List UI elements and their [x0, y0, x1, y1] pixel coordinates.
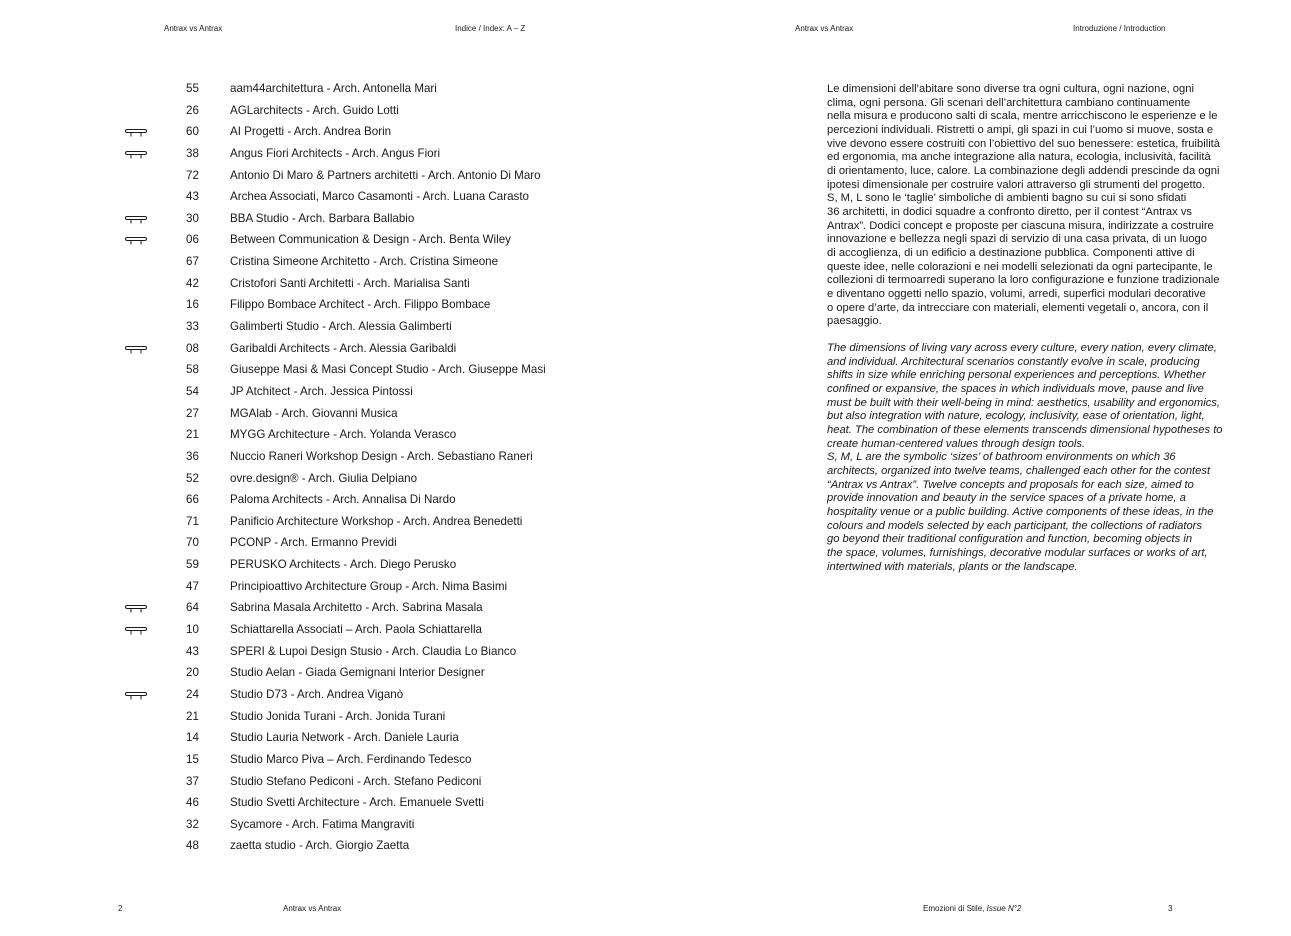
- index-architect-name: Galimberti Studio - Arch. Alessia Galimberti: [230, 320, 452, 334]
- running-header-section-left: Indice / Index: A – Z: [455, 24, 526, 33]
- index-page-number: 27: [186, 406, 199, 420]
- paragraph-line: collezioni di termoarredi superano la loro configurazione e funzione tradizionale: [827, 274, 1220, 287]
- index-architect-name: Filippo Bombace Architect - Arch. Filippo Bombace: [230, 298, 491, 312]
- index-page-number: 66: [186, 493, 199, 507]
- paragraph-line: S, M, L are the symbolic ‘sizes’ of bathroom environments on which 36: [827, 451, 1176, 464]
- index-page-number: 32: [186, 817, 199, 831]
- index-entry: [0, 147, 640, 169]
- index-page-number: 21: [186, 709, 199, 723]
- paragraph-line: create human-centered values through design tools.: [827, 437, 1086, 450]
- index-entry: [0, 472, 640, 494]
- page-number-right: 3: [1168, 904, 1173, 913]
- radiator-icon: [125, 237, 147, 245]
- index-architect-name: MGAlab - Arch. Giovanni Musica: [230, 406, 398, 420]
- paragraph-line: clima, ogni persona. Gli scenari dell’architettura cambiano continuamente: [827, 96, 1191, 109]
- radiator-icon: [125, 692, 147, 700]
- index-entry: [0, 818, 640, 840]
- paragraph-line: di orientamento, luce, calore. La combinazione degli addendi prescinde da ogni: [827, 164, 1220, 177]
- index-page-number: 06: [186, 233, 199, 247]
- index-architect-name: Studio Jonida Turani - Arch. Jonida Turani: [230, 709, 446, 723]
- index-page-number: 42: [186, 276, 199, 290]
- index-page-number: 26: [186, 103, 199, 117]
- index-entry: [0, 601, 640, 623]
- index-architect-name: PERUSKO Architects - Arch. Diego Perusko: [230, 558, 457, 572]
- paragraph-line: but also integration with nature, ecology, inclusivity, ease of orientation, light,: [827, 410, 1205, 423]
- index-entry: [0, 450, 640, 472]
- index-architect-name: Studio Stefano Pediconi - Arch. Stefano Pediconi: [230, 774, 482, 788]
- paragraph-line: percezioni individuali. Ristretti o ampi, gli spazi in cui l’uomo si muove, sosta e: [827, 123, 1214, 136]
- index-entry: [0, 731, 640, 753]
- index-entry: [0, 688, 640, 710]
- paragraph-line: queste idee, nelle colorazioni e nei modelli selezionati da ogni partecipante, le: [827, 260, 1213, 273]
- index-architect-name: Sabrina Masala Architetto - Arch. Sabrina Masala: [230, 601, 483, 615]
- index-architect-name: PCONP - Arch. Ermanno Previdi: [230, 536, 397, 550]
- index-architect-name: Studio D73 - Arch. Andrea Viganò: [230, 687, 404, 701]
- radiator-icon: [125, 216, 147, 224]
- paragraph-line: o opere d’arte, da intrecciare con materiali, elementi vegetali o, ancora, con il: [827, 301, 1209, 314]
- paragraph-line: the space, volumes, furnishings, decorative modular surfaces or works of art,: [827, 546, 1208, 559]
- index-architect-name: AGLarchitects - Arch. Guido Lotti: [230, 103, 399, 117]
- paragraph-line: paesaggio.: [827, 315, 882, 328]
- index-entry: [0, 666, 640, 688]
- index-architect-name: Antonio Di Maro & Partners architetti - Arch. Antonio Di Maro: [230, 168, 541, 182]
- index-page-number: 72: [186, 168, 199, 182]
- index-entry: [0, 190, 640, 212]
- index-page-number: 15: [186, 752, 199, 766]
- index-entry: [0, 342, 640, 364]
- index-architect-name: Studio Lauria Network - Arch. Daniele Lauria: [230, 731, 459, 745]
- index-architect-name: AI Progetti - Arch. Andrea Borin: [230, 125, 392, 139]
- index-architect-name: Giuseppe Masi & Masi Concept Studio - Arch. Giuseppe Masi: [230, 363, 546, 377]
- index-entry: [0, 212, 640, 234]
- paragraph-line: 36 architetti, in dodici squadre a confronto diretto, per il contest “Antrax vs: [827, 205, 1193, 218]
- index-list: [0, 82, 640, 861]
- index-entry: [0, 233, 640, 255]
- paragraph-line: “Antrax vs Antrax”. Twelve concepts and proposals for each size, aimed to: [827, 478, 1194, 491]
- index-architect-name: Panificio Architecture Workshop - Arch. Andrea Benedetti: [230, 514, 523, 528]
- paragraph-line: intertwined with materials, plants or the landscape.: [827, 560, 1078, 573]
- issue-number: Issue N°2: [986, 904, 1022, 913]
- index-architect-name: Archea Associati, Marco Casamonti - Arch. Luana Carasto: [230, 190, 529, 204]
- index-entry: [0, 753, 640, 775]
- paragraph-line: confined or expansive, the spaces in which individuals move, pause and live: [827, 382, 1204, 395]
- index-page-number: 55: [186, 82, 199, 95]
- paragraph-line: heat. The combination of these elements transcends dimensional hypotheses to: [827, 423, 1223, 436]
- paragraph-line: vive devono essere costruiti con l’obiettivo del suo benessere: estetica, fruibilità: [827, 137, 1221, 150]
- index-entry: [0, 623, 640, 645]
- index-entry: [0, 645, 640, 667]
- paragraph-line: The dimensions of living vary across every culture, every nation, every climate,: [827, 342, 1217, 354]
- index-entry: [0, 493, 640, 515]
- index-page-number: 43: [186, 644, 199, 658]
- index-entry: [0, 796, 640, 818]
- index-page-number: 30: [186, 211, 199, 225]
- index-entry: [0, 839, 640, 861]
- index-architect-name: Cristofori Santi Architetti - Arch. Marialisa Santi: [230, 276, 470, 290]
- radiator-icon: [125, 627, 147, 635]
- index-entry: [0, 125, 640, 147]
- index-page-number: 43: [186, 190, 199, 204]
- index-page-number: 52: [186, 471, 199, 485]
- index-entry: [0, 536, 640, 558]
- index-page-number: 67: [186, 255, 199, 269]
- index-page-number: 70: [186, 536, 199, 550]
- index-architect-name: Studio Aelan - Giada Gemignani Interior Designer: [230, 666, 485, 680]
- index-page-number: 21: [186, 428, 199, 442]
- index-page-number: 08: [186, 341, 199, 355]
- index-page-number: 54: [186, 384, 199, 398]
- radiator-icon: [125, 346, 147, 354]
- index-entry: [0, 385, 640, 407]
- index-page-number: 37: [186, 774, 199, 788]
- index-entry: [0, 580, 640, 602]
- index-entry: [0, 407, 640, 429]
- index-architect-name: Paloma Architects - Arch. Annalisa Di Nardo: [230, 493, 456, 507]
- index-page-number: 36: [186, 449, 199, 463]
- index-entry: [0, 710, 640, 732]
- intro-english: [827, 342, 1272, 574]
- radiator-icon: [125, 129, 147, 137]
- index-page-number: 16: [186, 298, 199, 312]
- radiator-icon: [125, 605, 147, 613]
- page-number-left: 2: [118, 904, 123, 913]
- index-architect-name: aam44architettura - Arch. Antonella Mari: [230, 82, 437, 95]
- index-architect-name: Angus Fiori Architects - Arch. Angus Fiori: [230, 146, 441, 160]
- index-entry: [0, 363, 640, 385]
- paragraph-line: architects, organized into twelve teams, challenged each other for the contest: [827, 464, 1211, 477]
- paragraph-line: ed ergonomia, ma anche integrazione alla natura, ecologia, inclusività, facilità: [827, 151, 1211, 164]
- index-page-number: 48: [186, 839, 199, 853]
- index-page-number: 64: [186, 601, 199, 615]
- index-entry: [0, 82, 640, 104]
- running-header-title-left: Antrax vs Antrax: [164, 24, 223, 33]
- paragraph-line: nella misura e producono salti di scala, mentre arricchiscono le esperienze e le: [827, 110, 1218, 123]
- index-architect-name: Sycamore - Arch. Fatima Mangraviti: [230, 817, 415, 831]
- index-entry: [0, 515, 640, 537]
- index-page-number: 59: [186, 558, 199, 572]
- footer-title-left: Antrax vs Antrax: [283, 904, 342, 913]
- index-page-number: 46: [186, 796, 199, 810]
- paragraph-line: shifts in size while enriching personal experiences and perceptions. Whether: [827, 369, 1206, 382]
- index-architect-name: BBA Studio - Arch. Barbara Ballabio: [230, 211, 415, 225]
- index-architect-name: Cristina Simeone Architetto - Arch. Cristina Simeone: [230, 255, 499, 269]
- index-entry: [0, 255, 640, 277]
- intro-italian: [827, 83, 1272, 329]
- index-architect-name: Garibaldi Architects - Arch. Alessia Garibaldi: [230, 341, 457, 355]
- paragraph-line: must be built with their well-being in mind: aesthetics, usability and ergonomics,: [827, 396, 1220, 409]
- paragraph-line: di accoglienza, di un edificio a destinazione pubblica. Componenti attive di: [827, 246, 1195, 259]
- paragraph-line: provide innovation and beauty in the service spaces of a private home, a: [827, 492, 1186, 505]
- index-architect-name: ovre.design® - Arch. Giulia Delpiano: [230, 471, 418, 485]
- index-architect-name: Nuccio Raneri Workshop Design - Arch. Sebastiano Raneri: [230, 449, 533, 463]
- index-entry: [0, 428, 640, 450]
- index-architect-name: JP Atchitect - Arch. Jessica Pintossi: [230, 384, 413, 398]
- index-entry: [0, 775, 640, 797]
- index-architect-name: SPERI & Lupoi Design Stusio - Arch. Claudia Lo Bianco: [230, 644, 517, 658]
- paragraph-line: colours and models selected by each participant, the collections of radiators: [827, 519, 1202, 532]
- index-architect-name: Studio Marco Piva – Arch. Ferdinando Tedesco: [230, 752, 472, 766]
- index-page-number: 33: [186, 320, 199, 334]
- paragraph-line: e diventano oggetti nello spazio, volumi, arredi, superfici modulari decorative: [827, 287, 1206, 300]
- index-page-number: 47: [186, 579, 199, 593]
- index-architect-name: Schiattarella Associati – Arch. Paola Schiattarella: [230, 623, 482, 637]
- index-architect-name: MYGG Architecture - Arch. Yolanda Verasco: [230, 428, 457, 442]
- index-page-number: 38: [186, 146, 199, 160]
- index-page-number: 58: [186, 363, 199, 377]
- radiator-icon: [125, 151, 147, 159]
- publication-name: Emozioni di Stile,: [923, 904, 985, 913]
- index-page-number: 14: [186, 731, 199, 745]
- index-page-number: 60: [186, 125, 199, 139]
- paragraph-line: go beyond their traditional configuration and function, becoming objects in: [827, 533, 1193, 546]
- paragraph-line: Antrax”. Dodici concept e proposte per ciascuna misura, indirizzate a costruire: [827, 219, 1214, 232]
- index-page-number: 24: [186, 687, 199, 701]
- index-architect-name: zaetta studio - Arch. Giorgio Zaetta: [230, 839, 410, 853]
- index-entry: [0, 298, 640, 320]
- index-entry: [0, 104, 640, 126]
- index-page-number: 10: [186, 623, 199, 637]
- index-architect-name: Between Communication & Design - Arch. Benta Wiley: [230, 233, 511, 247]
- index-entry: [0, 558, 640, 580]
- running-header-title-right: Antrax vs Antrax: [795, 24, 854, 33]
- paragraph-line: hospitality venue or a public building. Active components of these ideas, in the: [827, 505, 1214, 518]
- index-entry: [0, 320, 640, 342]
- index-page-number: 71: [186, 514, 199, 528]
- paragraph-line: Le dimensioni dell’abitare sono diverse tra ogni cultura, ogni nazione, ogni: [827, 83, 1194, 95]
- index-page-number: 20: [186, 666, 199, 680]
- paragraph-line: S, M, L sono le ‘taglie’ simboliche di ambienti bagno su cui si sono sfidati: [827, 192, 1187, 205]
- index-entry: [0, 277, 640, 299]
- running-header-section-right: Introduzione / Introduction: [1073, 24, 1166, 33]
- paragraph-line: innovazione e bellezza negli spazi di servizio di una casa privata, di un luogo: [827, 233, 1207, 246]
- index-entry: [0, 169, 640, 191]
- paragraph-line: and individual. Architectural scenarios constantly evolve in scale, producing: [827, 355, 1200, 368]
- footer-publication: [923, 904, 1021, 913]
- index-architect-name: Principioattivo Architecture Group - Arch. Nima Basimi: [230, 579, 508, 593]
- paragraph-line: ipotesi dimensionale per costruire valori attraverso gli strumenti del progetto.: [827, 178, 1206, 191]
- index-architect-name: Studio Svetti Architecture - Arch. Emanuele Svetti: [230, 796, 484, 810]
